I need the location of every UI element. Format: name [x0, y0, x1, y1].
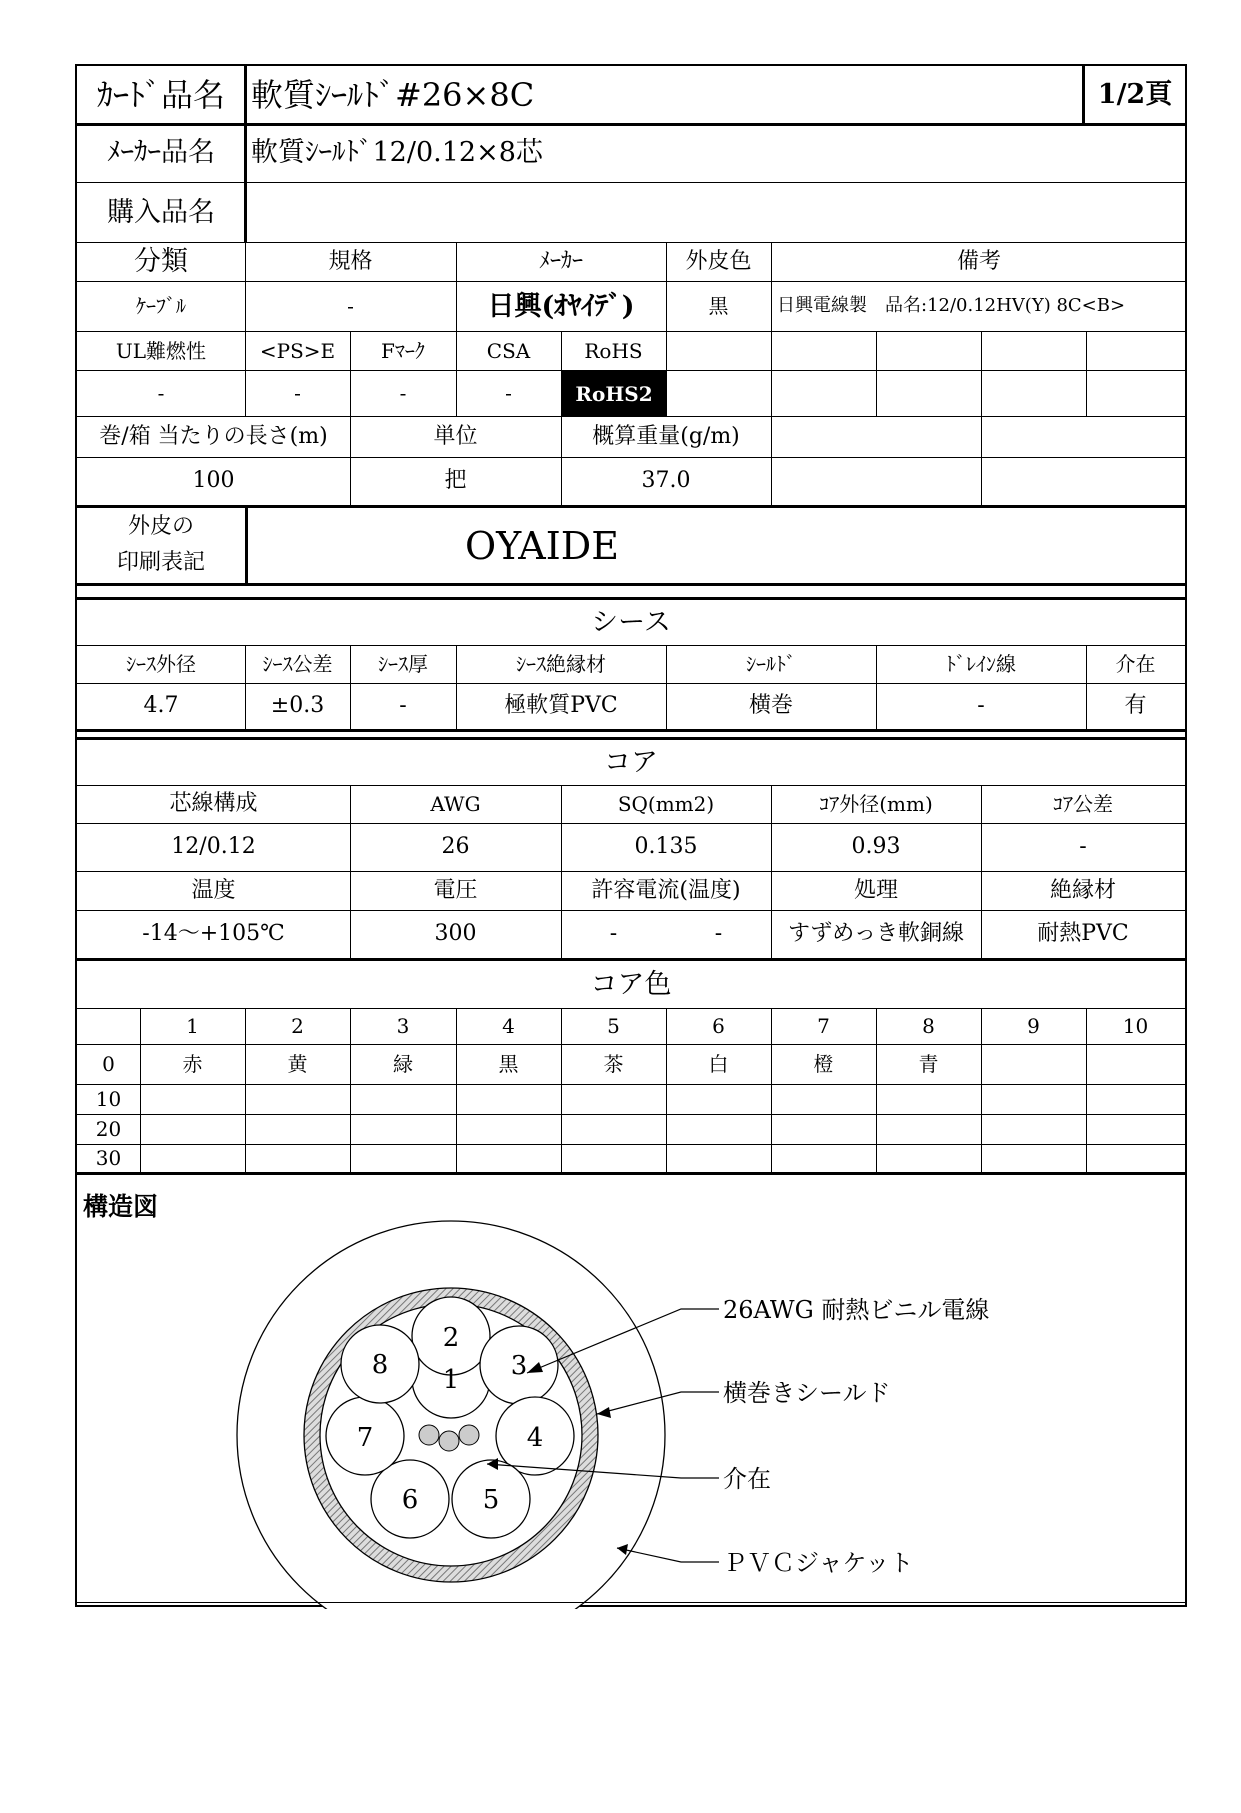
color-col-header: 1 — [186, 1014, 199, 1038]
temperature-value: -14～+105℃ — [142, 921, 285, 946]
core-od-value: 0.93 — [851, 834, 901, 859]
spec-sheet — [75, 64, 1187, 1607]
rule — [771, 1008, 772, 1172]
core-label-4: 4 — [526, 1423, 544, 1453]
rule — [456, 242, 457, 331]
rule — [77, 1084, 1185, 1085]
f-mark-value: - — [399, 381, 407, 405]
rule — [1086, 1008, 1087, 1172]
weight-label: 概算重量(g/m) — [592, 423, 740, 449]
sheath-insulation-label: ｼｰｽ絶縁材 — [516, 652, 606, 676]
color-row-label: 0 — [102, 1052, 115, 1076]
unit-value: 把 — [444, 468, 467, 493]
color-cell — [876, 1114, 981, 1144]
color-cell — [456, 1114, 561, 1144]
rule — [245, 242, 246, 416]
print-label-line1: 外皮の — [127, 514, 194, 539]
color-cell — [981, 1044, 1086, 1084]
card-name-label: ｶｰﾄﾞ品名 — [96, 75, 225, 114]
core-color-title: コア色 — [590, 968, 672, 1000]
color-cell — [350, 1144, 456, 1172]
filler-value: 有 — [1124, 693, 1147, 718]
standard-label: 規格 — [328, 248, 373, 274]
rule — [245, 645, 246, 729]
color-cell — [1086, 1044, 1185, 1084]
drain-label: ﾄﾞﾚｲﾝ線 — [946, 652, 1016, 676]
color-col-header: 5 — [607, 1014, 620, 1038]
rule — [77, 370, 1185, 371]
color-cell — [876, 1144, 981, 1172]
rule — [77, 871, 1185, 872]
rule — [981, 331, 982, 416]
sheath-od-label: ｼｰｽ外径 — [126, 652, 196, 676]
color-col-header: 4 — [502, 1014, 515, 1038]
current-temp-value: - — [714, 921, 723, 946]
rule — [561, 785, 562, 958]
color-cell: 茶 — [603, 1052, 624, 1076]
standard-value: - — [347, 294, 354, 318]
color-cell — [666, 1144, 771, 1172]
rule — [981, 785, 982, 958]
color-cell — [140, 1144, 245, 1172]
sheath-title: シース — [591, 606, 671, 638]
color-cell — [771, 1144, 876, 1172]
outer-color-label: 外皮色 — [685, 248, 752, 274]
color-col-header: 7 — [817, 1014, 830, 1038]
callout-shield: 横巻きシールド — [723, 1379, 891, 1407]
color-col-header: 6 — [712, 1014, 725, 1038]
rule — [771, 242, 772, 505]
rule — [77, 583, 1185, 586]
callout-line-jacket — [617, 1548, 719, 1562]
rule — [981, 1008, 982, 1172]
rule — [140, 1008, 141, 1172]
callout-filler: 介在 — [723, 1465, 771, 1493]
rule — [876, 645, 877, 729]
rule — [77, 1602, 1185, 1603]
color-cell — [350, 1114, 456, 1144]
cable-cross-section — [77, 1176, 1185, 1609]
rule — [876, 1008, 877, 1172]
rule — [77, 729, 1185, 732]
remarks-value: 日興電線製 品名:12/0.12HV(Y) 8C<B> — [777, 295, 1126, 316]
rule — [77, 331, 1185, 332]
rule — [77, 597, 1185, 600]
ul-value: - — [157, 381, 165, 405]
rule — [771, 785, 772, 958]
core-label-3: 3 — [510, 1351, 528, 1381]
rule — [666, 1008, 667, 1172]
color-cell: 青 — [918, 1052, 939, 1076]
rule — [981, 416, 982, 505]
rule — [245, 1008, 246, 1172]
color-row-label: 30 — [95, 1146, 122, 1170]
sheath-insulation-value: 極軟質PVC — [504, 693, 618, 718]
rule — [1082, 66, 1085, 123]
sheath-tol-label: ｼｰｽ公差 — [262, 652, 333, 676]
core-od-label: ｺｱ外径(mm) — [819, 792, 933, 816]
ul-label: UL難燃性 — [115, 338, 207, 363]
sq-label: SQ(mm2) — [617, 792, 715, 816]
maker-label: ﾒｰｶｰ — [538, 248, 583, 274]
length-per-roll-label: 巻/箱 当たりの長さ(m) — [99, 423, 328, 449]
color-cell — [561, 1114, 666, 1144]
outer-color-value: 黒 — [708, 294, 729, 318]
rule — [561, 331, 562, 505]
awg-value: 26 — [441, 834, 470, 859]
color-cell: 白 — [708, 1052, 729, 1076]
rule — [77, 737, 1185, 740]
print-label-line2: 印刷表記 — [116, 550, 205, 575]
rule — [350, 331, 351, 505]
color-cell — [350, 1084, 456, 1114]
maker-name-label: ﾒｰｶｰ品名 — [107, 137, 215, 168]
color-col-header: 3 — [396, 1014, 410, 1038]
shield-label: ｼｰﾙﾄﾞ — [746, 652, 796, 676]
filler-2 — [439, 1431, 459, 1451]
rule — [77, 958, 1185, 961]
f-mark-label: Fﾏｰｸ — [381, 338, 425, 363]
core-tol-value: - — [1079, 834, 1087, 859]
csa-value: - — [505, 381, 512, 405]
rule — [456, 1008, 457, 1172]
print-marking: OYAIDE — [465, 524, 619, 568]
color-cell: 赤 — [182, 1052, 203, 1076]
sheath-tol-value: ±0.3 — [270, 693, 325, 718]
color-cell — [140, 1114, 245, 1144]
color-cell — [561, 1084, 666, 1114]
color-cell — [561, 1144, 666, 1172]
sheath-od-value: 4.7 — [143, 693, 179, 718]
core-construction-value: 12/0.12 — [171, 834, 256, 859]
voltage-label: 電圧 — [433, 877, 478, 903]
rule — [456, 645, 457, 729]
callout-wire: 26AWG 耐熱ビニル電線 — [723, 1296, 990, 1324]
core-construction-label: 芯線構成 — [169, 791, 258, 816]
rule — [350, 785, 351, 958]
color-row-label: 10 — [95, 1087, 122, 1111]
drain-value: - — [977, 693, 985, 718]
rule — [77, 823, 1185, 824]
color-col-header: 8 — [922, 1014, 935, 1038]
color-cell: 緑 — [393, 1052, 413, 1076]
color-col-header: 2 — [291, 1014, 304, 1038]
core-label-5: 5 — [482, 1485, 500, 1515]
filler-3 — [459, 1425, 479, 1445]
treatment-label: 処理 — [853, 877, 898, 903]
rule — [77, 1172, 1185, 1175]
maker-name: 軟質ｼｰﾙﾄﾞ12/0.12×8芯 — [251, 137, 543, 168]
rule — [876, 331, 877, 416]
rule — [1086, 331, 1087, 416]
rule — [350, 1008, 351, 1172]
color-row-label: 20 — [95, 1117, 122, 1141]
color-cell — [666, 1084, 771, 1114]
rule — [561, 1008, 562, 1172]
color-col-header: 10 — [1122, 1014, 1149, 1038]
classification-label: 分類 — [134, 246, 188, 277]
awg-label: AWG — [430, 792, 481, 816]
color-cell — [1086, 1084, 1185, 1114]
purchase-name — [245, 182, 951, 242]
structure-title: 構造図 — [83, 1191, 159, 1221]
rule — [77, 1008, 1185, 1009]
color-cell — [981, 1084, 1086, 1114]
sq-value: 0.135 — [634, 834, 698, 859]
maker-value: 日興(ｵﾔｲﾃﾞ) — [487, 290, 635, 322]
rule — [77, 416, 1185, 417]
color-cell — [245, 1144, 350, 1172]
temperature-label: 温度 — [191, 877, 236, 903]
rule — [77, 505, 1185, 508]
shield-value: 横巻 — [748, 693, 793, 718]
core-tol-label: ｺｱ公差 — [1053, 792, 1113, 816]
rule — [666, 645, 667, 729]
core-title: コア — [604, 746, 658, 778]
rule — [666, 331, 667, 416]
core-label-8: 8 — [371, 1350, 389, 1380]
length-per-roll-value: 100 — [192, 468, 235, 493]
rule — [77, 457, 1185, 458]
color-cell — [981, 1114, 1086, 1144]
color-cell — [1086, 1144, 1185, 1172]
color-cell — [245, 1084, 350, 1114]
rule — [77, 1114, 1185, 1115]
treatment-value: すずめっき軟銅線 — [787, 921, 964, 946]
core-label-7: 7 — [356, 1423, 374, 1453]
voltage-value: 300 — [434, 921, 477, 946]
rule — [77, 785, 1185, 786]
rule — [1086, 645, 1087, 729]
color-cell: 橙 — [813, 1052, 834, 1076]
rule — [666, 242, 667, 331]
color-cell — [456, 1084, 561, 1114]
rule — [77, 1144, 1185, 1145]
pse-label: <PS>E — [259, 338, 336, 363]
rule — [245, 505, 248, 583]
insulation-value: 耐熱PVC — [1037, 921, 1129, 946]
csa-label: CSA — [486, 338, 531, 363]
weight-value: 37.0 — [641, 468, 691, 493]
insulation-label: 絶縁材 — [1049, 877, 1116, 903]
color-cell — [771, 1084, 876, 1114]
callout-jacket: ＰＶＣジャケット — [723, 1549, 914, 1577]
color-cell — [876, 1084, 981, 1114]
unit-label: 単位 — [433, 423, 478, 449]
core-label-6: 6 — [401, 1485, 419, 1515]
rule — [77, 1044, 1185, 1045]
rule — [244, 66, 247, 242]
filler-1 — [419, 1425, 439, 1445]
color-cell — [1086, 1114, 1185, 1144]
color-cell — [245, 1114, 350, 1144]
color-cell: 黒 — [498, 1052, 519, 1076]
color-cell — [981, 1144, 1086, 1172]
rule — [77, 281, 1185, 282]
rule — [350, 645, 351, 729]
sheath-thick-label: ｼｰｽ厚 — [378, 652, 428, 676]
card-name: 軟質ｼｰﾙﾄﾞ#26×8C — [251, 75, 535, 114]
rule — [77, 242, 1185, 243]
core-label-2: 2 — [442, 1323, 460, 1353]
color-cell — [140, 1084, 245, 1114]
classification-value: ｹｰﾌﾞﾙ — [136, 294, 186, 318]
color-cell — [456, 1144, 561, 1172]
rohs-label: RoHS — [584, 338, 643, 363]
filler-label: 介在 — [1115, 652, 1156, 676]
page-number: 1/2頁 — [1097, 79, 1173, 110]
rule — [77, 683, 1185, 684]
color-col-header: 9 — [1027, 1014, 1040, 1038]
current-label: 許容電流(温度) — [591, 877, 741, 903]
rule — [456, 331, 457, 416]
sheath-thick-value: - — [399, 693, 407, 718]
color-cell — [666, 1114, 771, 1144]
rohs-value: RoHS2 — [562, 371, 666, 416]
remarks-label: 備考 — [956, 248, 1001, 274]
rule — [77, 645, 1185, 646]
color-cell — [771, 1114, 876, 1144]
rule — [77, 910, 1185, 911]
current-value: - — [609, 921, 618, 946]
core-label-1: 1 — [442, 1365, 460, 1395]
color-cell: 黄 — [287, 1052, 308, 1076]
purchase-name-label: 購入品名 — [107, 196, 215, 228]
pse-value: - — [294, 381, 301, 405]
